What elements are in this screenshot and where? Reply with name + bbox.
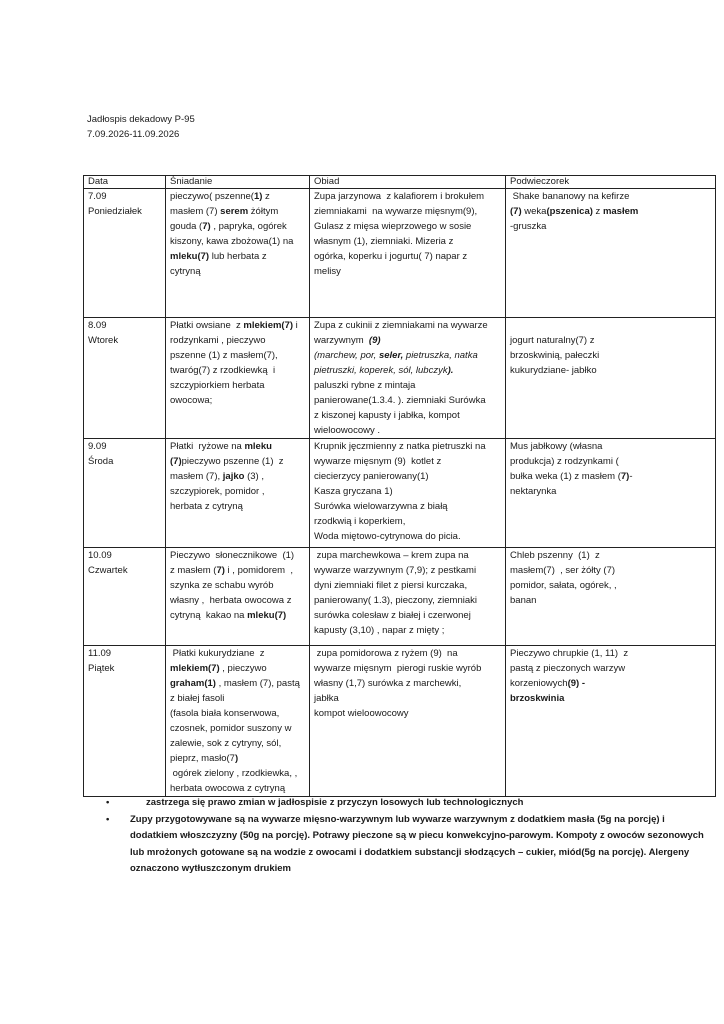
cell-line [314,608,501,623]
text-segment: paluszki rybne z mintaja [314,380,416,391]
cell-line [314,264,501,279]
table-body [84,189,716,797]
cell-line [170,661,305,676]
table-row [84,548,716,646]
cell-line [510,219,711,234]
cell-line [510,333,711,348]
column-header-breakfast: Śniadanie [166,176,310,189]
text-segment: Kasza gryczana 1) [314,486,393,497]
cell-line [314,676,501,691]
text-segment: Mus jabłkowy (własna [510,441,603,452]
cell-line [314,499,501,514]
text-segment: z [262,191,270,202]
text-segment: masłem (7), [170,471,223,482]
cell-date [84,318,166,439]
text-segment: ogórka, koperku i jogurtu( 7) napar z [314,251,468,262]
text-segment: własny , herbata owocowa z [170,595,292,606]
cell-line [170,578,305,593]
cell-line [170,563,305,578]
text-segment: pietruszki, koperek, sól, lubczyk [314,365,448,376]
cell-line [314,578,501,593]
cell-line [314,219,501,234]
text-segment: wywarze warzywnym (7,9); z pestkami [314,565,477,576]
text-segment: Pieczywo słonecznikowe (1) [170,550,295,561]
text-segment: brzoskwinia [510,693,565,704]
cell-line [314,189,501,204]
text-segment: -gruszka [510,221,547,232]
text-segment: bułka weka (1) z masłem ( [510,471,621,482]
text-segment: Gulasz z mięsa wieprzowego w sosie [314,221,472,232]
text-segment: produkcja) z rodzynkami ( [510,456,619,467]
text-segment: szczypiorkiem herbata [170,380,265,391]
text-segment: surówka colesław z białej i czerwonej [314,610,471,621]
text-segment: pieprz, masło(7 [170,753,235,764]
day-date: 11.09 [88,648,112,659]
menu-header [87,112,195,142]
text-segment: Woda miętowo-cytrynowa do picia. [314,531,461,542]
text-segment: rodzynkami , pieczywo [170,335,266,346]
text-segment: kukurydziane- jabłko [510,365,597,376]
bullet-icon: • [106,813,110,825]
cell-lunch [310,646,506,797]
text-segment: , masłem (7), pastą [218,678,300,689]
cell-line [170,333,305,348]
text-segment: rzodkwią i koperkiem, [314,516,406,527]
text-segment: jabłka [314,693,339,704]
text-segment: - [629,471,633,482]
cell-line [314,469,501,484]
text-segment: pieczywo( pszenne( [170,191,254,202]
cell-date [84,548,166,646]
text-segment: cytryną kakao na [170,610,248,621]
table-row [84,189,716,318]
cell-line [170,721,305,736]
text-segment: (7) [510,206,522,217]
text-segment: Płatki ryżowe na [170,441,245,452]
column-header-date: Data [84,176,166,189]
cell-line [314,529,501,544]
cell-line [170,249,305,264]
text-segment: jajko [222,471,245,482]
text-segment: panierowany( 1.3), pieczony, ziemniaki [314,595,477,606]
cell-line [170,548,305,563]
text-segment: żółtym [248,206,279,217]
cell-line [170,348,305,363]
menu-table [83,175,716,797]
cell-line [510,454,711,469]
text-segment: ). [447,365,454,376]
cell-line [170,593,305,608]
cell-line [170,706,305,721]
table-row [84,439,716,548]
table-header-row [84,176,716,189]
text-segment: zupa pomidorowa z ryżem (9) na [314,648,458,659]
text-segment: ogórek zielony , rzodkiewka, , [170,768,298,779]
cell-line [170,499,305,514]
text-segment: własnym (1), ziemniaki. Mizeria z [314,236,454,247]
text-segment: mlekiem(7) [243,320,294,331]
text-segment: 7) [620,471,630,482]
cell-line [170,484,305,499]
note-item [106,812,706,878]
text-segment: jogurt naturalny(7) z [510,335,595,346]
text-segment: z [592,206,603,217]
cell-line [170,378,305,393]
cell-line [510,318,711,333]
cell-line [170,363,305,378]
text-segment: Surówka wielowarzywna z białą [314,501,448,512]
text-segment: i , pomidorem , [224,565,294,576]
table-row [84,318,716,439]
text-segment: własny (1,7) surówka z marchewki, [314,678,462,689]
cell-line [170,646,305,661]
cell-line [170,189,305,204]
text-segment: Zupa jarzynowa z kalafiorem i brokułem [314,191,485,202]
note-item [106,795,706,812]
text-segment: Płatki owsiane z [170,320,244,331]
text-segment: melisy [314,266,341,277]
text-segment: pastą z pieczonych warzyw [510,663,626,674]
cell-line [510,661,711,676]
text-segment: masłem (7) [170,206,221,217]
cell-line [314,393,501,408]
text-segment: kapusty (3,10) , napar z mięty ; [314,625,445,636]
day-name: Czwartek [88,565,128,576]
notes-list [106,795,706,878]
cell-line [314,363,501,378]
text-segment: korzeniowych [510,678,568,689]
text-segment: czosnek, pomidor suszony w [170,723,292,734]
cell-lunch [310,189,506,318]
day-date: 7.09 [88,191,107,202]
cell-line [314,423,501,438]
cell-snack [506,189,716,318]
text-segment: weka [521,206,547,217]
cell-line [510,348,711,363]
text-segment: (pszenica) [546,206,593,217]
cell-date [84,189,166,318]
cell-line [170,766,305,781]
cell-line [170,454,305,469]
cell-line [170,469,305,484]
text-segment: herbata z cytryną [170,501,243,512]
cell-line [510,593,711,608]
text-segment: kompot wieloowocowy [314,708,409,719]
day-name: Wtorek [88,335,119,346]
text-segment: wieloowocowy . [314,425,380,436]
cell-lunch [310,318,506,439]
cell-line [314,378,501,393]
text-segment: mleku [244,441,272,452]
cell-line [314,484,501,499]
text-segment: pomidor, sałata, ogórek, , [510,580,617,591]
cell-line [314,249,501,264]
cell-line [170,234,305,249]
cell-line [510,189,711,204]
note-text: zastrzega się prawo zmian w jadłospisie z przyczyn losowych lub technologicznych [146,797,524,808]
text-segment: masłem(7) , ser żółty (7) [510,565,616,576]
cell-line [314,623,501,638]
cell-line [510,578,711,593]
day-date: 9.09 [88,441,107,452]
text-segment: Chleb pszenny (1) z [510,550,600,561]
cell-line [510,363,711,378]
text-segment: pietruszka, natka [403,350,478,361]
text-segment: z kiszonej kapusty i jabłka, kompot [314,410,460,421]
text-segment: (fasola biała konserwowa, [170,708,280,719]
text-segment: Płatki kukurydziane z [170,648,265,659]
day-name: Piątek [88,663,115,674]
text-segment: dyni ziemniaki filet z piersi kurczaka, [314,580,468,591]
cell-line [510,484,711,499]
text-segment: z masłem ( [170,565,217,576]
cell-line [170,393,305,408]
text-segment: kiszony, kawa zbożowa(1) na [170,236,294,247]
cell-line [314,348,501,363]
cell-line [170,751,305,766]
cell-breakfast [166,439,310,548]
cell-lunch [310,548,506,646]
cell-line [314,333,501,348]
text-segment: z białej fasoli [170,693,225,704]
text-segment: herbata owocowa z cytryną [170,783,286,794]
text-segment: 7) [216,565,225,576]
cell-line [314,593,501,608]
cell-date [84,646,166,797]
text-segment: nektarynka [510,486,557,497]
cell-line [510,676,711,691]
cell-line [170,736,305,751]
bullet-icon: • [106,797,110,808]
cell-lunch [310,439,506,548]
cell-line [314,204,501,219]
cell-line [314,439,501,454]
cell-line [170,439,305,454]
text-segment: wywarze mięsnym (9) kotlet z [314,456,442,467]
day-date: 10.09 [88,550,112,561]
cell-line [170,204,305,219]
text-segment: graham(1) [170,678,219,689]
text-segment: ) [234,753,239,764]
cell-line [170,219,305,234]
text-segment: mleku(7) [247,610,287,621]
cell-line [510,563,711,578]
cell-line [314,408,501,423]
cell-line [314,318,501,333]
text-segment: (9) - [567,678,585,689]
menu-title: Jadłospis dekadowy P-95 [87,114,195,125]
text-segment: zalewie, sok z cytryny, sól, [170,738,282,749]
text-segment: pieczywo pszenne (1) z [181,456,284,467]
text-segment: 1) [253,191,263,202]
cell-line [170,691,305,706]
text-segment: , pieczywo [219,663,267,674]
text-segment: (9) [368,335,381,346]
cell-line [510,204,711,219]
cell-line [510,469,711,484]
cell-line [314,454,501,469]
cell-line [314,691,501,706]
text-segment: zupa marchewkowa – krem zupa na [314,550,469,561]
text-segment: pszenne (1) z masłem(7), [170,350,278,361]
text-segment: lub herbata z [209,251,267,262]
text-segment: mleku(7) [170,251,210,262]
cell-snack [506,318,716,439]
note-text: Zupy przygotowywane są na wywarze mięsno-warzywnym lub wywarze warzywnym z dodatkiem masła (5g na porcję) i dodatkiem włoszczyzny (50g na porcję). Potrawy pieczone są w piecu konwekcyjno-parowym. Kompoty z owoców sezonowych lub mrożonych gotowane są na wodzie z owocami i dodatkiem substancji słodzących – cukier, miód(5g na porcję). Alergeny oznaczono wytłuszczonym drukiem [130,813,704,874]
text-segment: i [293,320,298,331]
cell-line [314,661,501,676]
text-segment: szczypiorek, pomidor , [170,486,265,497]
text-segment: , papryka, ogórek [210,221,287,232]
text-segment: panierowane(1.3.4. ). ziemniaki Surówka [314,395,486,406]
cell-line [170,781,305,796]
text-segment: mlekiem(7) [170,663,220,674]
text-segment: twaróg(7) z rzodkiewką i [170,365,276,376]
cell-line [510,439,711,454]
text-segment: warzywnym [314,335,369,346]
text-segment: cytryną [170,266,201,277]
text-segment: serem [220,206,249,217]
cell-breakfast [166,646,310,797]
text-segment: Krupnik jęczmienny z natka pietruszki na [314,441,486,452]
cell-line [170,264,305,279]
cell-line [510,691,711,706]
cell-snack [506,548,716,646]
day-name: Środa [88,456,114,467]
cell-breakfast [166,548,310,646]
cell-line [170,608,305,623]
text-segment: wywarze mięsnym pierogi ruskie wyrób [314,663,482,674]
text-segment: szynka ze schabu wyrób [170,580,274,591]
cell-line [314,563,501,578]
text-segment: owocowa; [170,395,213,406]
cell-line [314,646,501,661]
day-date: 8.09 [88,320,107,331]
text-segment: (7) [170,456,182,467]
cell-breakfast [166,318,310,439]
cell-line [510,548,711,563]
cell-line [314,706,501,721]
text-segment: brzoskwinią, pałeczki [510,350,600,361]
column-header-lunch: Obiad [310,176,506,189]
text-segment: ziemniakami na wywarze mięsnym(9), [314,206,478,217]
text-segment: Shake bananowy na kefirze [510,191,630,202]
text-segment: masłem [602,206,639,217]
cell-date [84,439,166,548]
text-segment: 7) [202,221,211,232]
table-row [84,646,716,797]
cell-line [314,514,501,529]
cell-snack [506,439,716,548]
cell-line [314,234,501,249]
cell-line [170,318,305,333]
text-segment: (3) , [244,471,264,482]
cell-line [314,548,501,563]
menu-date-range: 7.09.2026-11.09.2026 [87,129,180,140]
cell-breakfast [166,189,310,318]
cell-line [170,676,305,691]
cell-line [510,646,711,661]
text-segment: Pieczywo chrupkie (1, 11) z [510,648,629,659]
text-segment: (marchew, por, [314,350,379,361]
text-segment: seler, [378,350,404,361]
day-name: Poniedziałek [88,206,142,217]
column-header-snack: Podwieczorek [506,176,716,189]
text-segment: banan [510,595,537,606]
cell-snack [506,646,716,797]
text-segment: gouda ( [170,221,203,232]
text-segment: ciecierzycy panierowany(1) [314,471,429,482]
text-segment: Zupa z cukinii z ziemniakami na wywarze [314,320,488,331]
